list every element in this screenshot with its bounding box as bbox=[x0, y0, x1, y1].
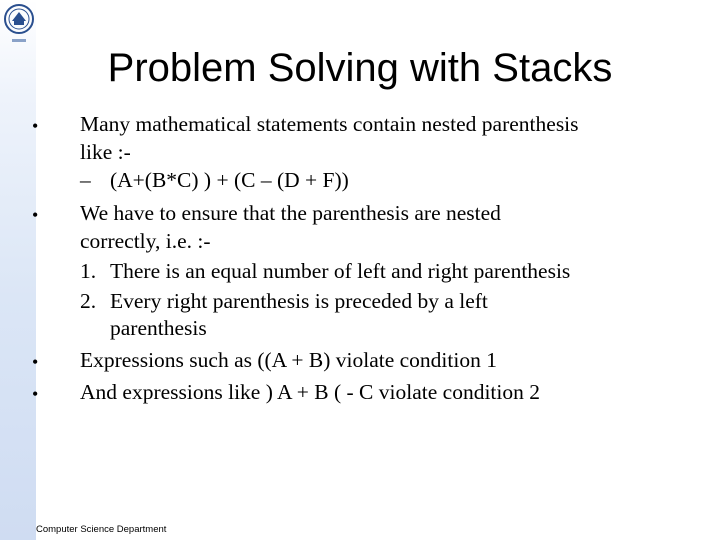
bullet-marker: • bbox=[32, 116, 39, 136]
numbered-item-text-continued: parenthesis bbox=[110, 316, 207, 340]
bullet-text: Expressions such as ((A + B) violate condition 1 bbox=[80, 348, 497, 372]
bullet-marker: • bbox=[32, 384, 39, 404]
footer-department: Computer Science Department bbox=[36, 524, 167, 535]
university-logo-icon bbox=[3, 3, 35, 45]
sub-bullet-text: (A+(B*C) ) + (C – (D + F)) bbox=[110, 168, 349, 192]
numbered-marker: 1. bbox=[80, 259, 97, 283]
numbered-marker: 2. bbox=[80, 289, 97, 313]
bullet-text-continued: like :- bbox=[80, 140, 131, 164]
bullet-text: We have to ensure that the parenthesis are nested bbox=[80, 201, 501, 225]
sub-bullet-marker: – bbox=[80, 168, 91, 192]
numbered-item-text: There is an equal number of left and right parenthesis bbox=[110, 259, 571, 283]
numbered-item-text: Every right parenthesis is preceded by a left bbox=[110, 289, 488, 313]
bullet-text: And expressions like ) A + B ( - C violate condition 2 bbox=[80, 380, 540, 404]
bullet-text-continued: correctly, i.e. :- bbox=[80, 229, 211, 253]
bullet-text: Many mathematical statements contain nested parenthesis bbox=[80, 112, 579, 136]
bullet-marker: • bbox=[32, 205, 39, 225]
bullet-marker: • bbox=[32, 352, 39, 372]
slide-title: Problem Solving with Stacks bbox=[107, 46, 613, 90]
